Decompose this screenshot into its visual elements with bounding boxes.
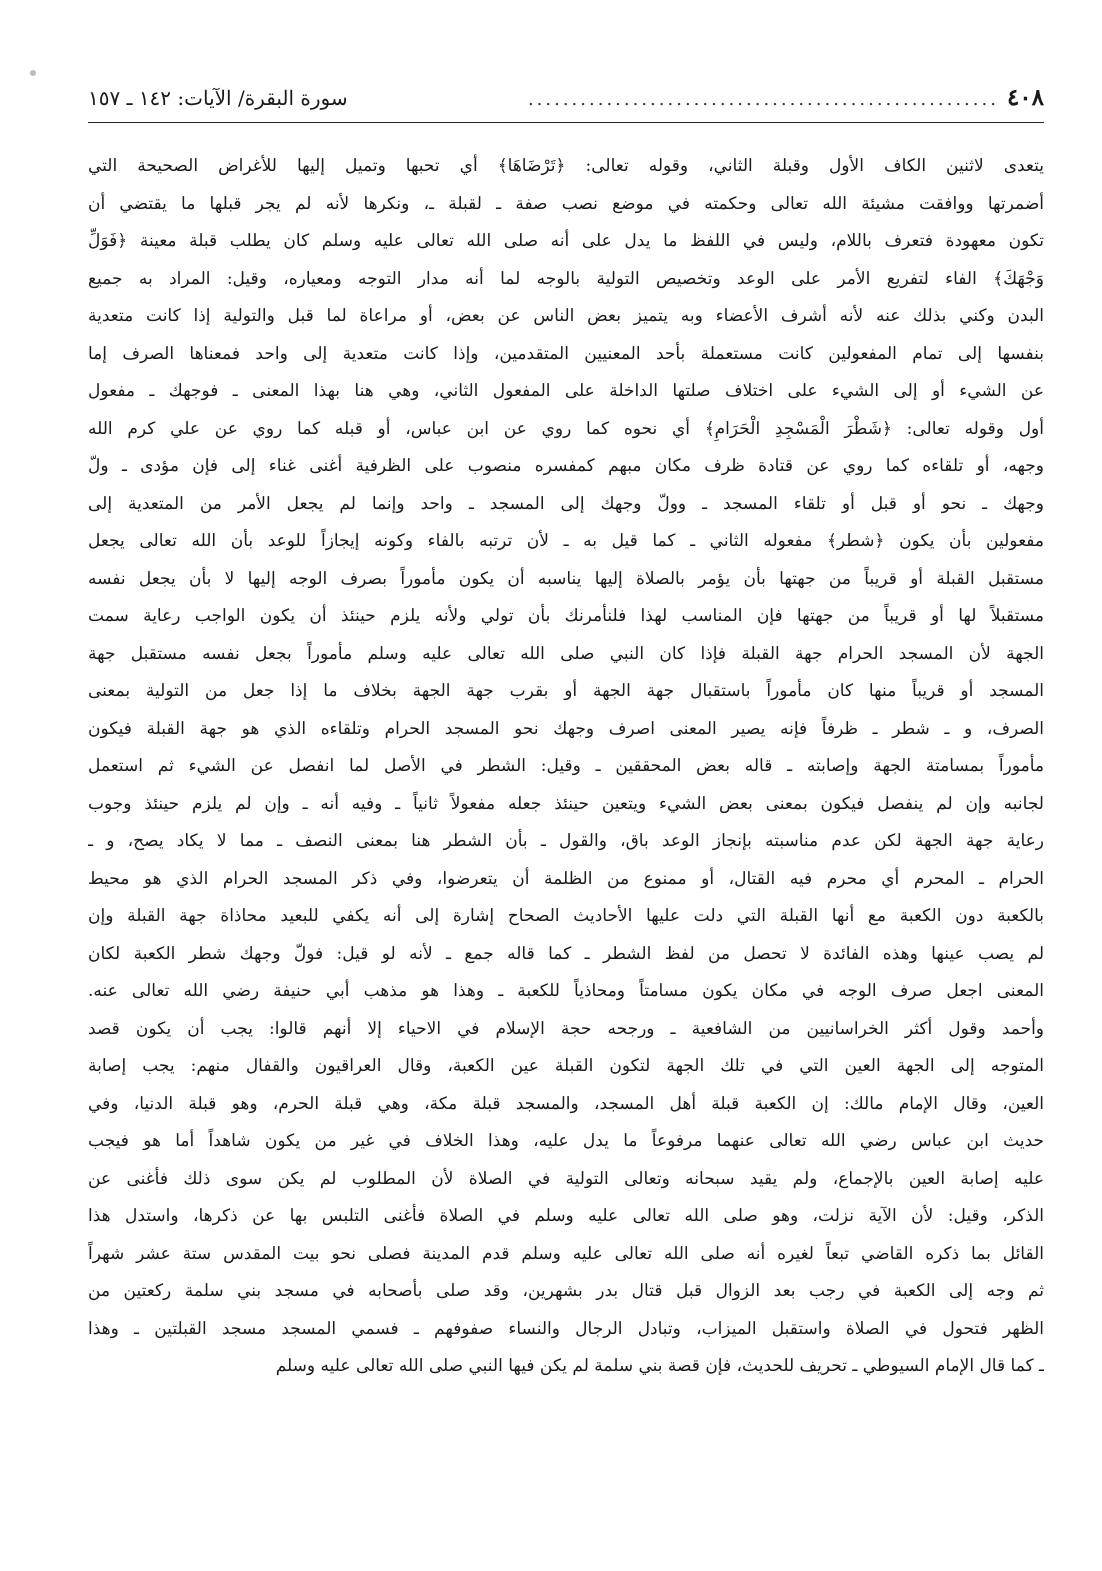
- text-line: ـ كما قال الإمام السيوطي ـ تحريف للحديث، فإن قصة بني سلمة لم يكن فيها النبي صلى الله تعالى عليه وسلم: [275, 1356, 1044, 1376]
- commentary-body: [88, 148, 1044, 1386]
- page-header: [88, 84, 1044, 118]
- text-line: مفعولين بأن يكون ﴿شطر﴾ مفعوله الثاني ـ كما قيل به ـ لأن ترتبه بالفاء وكونه إيجازاً للوعد بأن الله تعالى يجعل: [88, 531, 1044, 551]
- text-line: العين، وقال الإمام مالك: إن الكعبة قبلة أهل المسجد، والمسجد قبلة مكة، وهي قبلة الحرم، وهو قبلة الدنيا، وفي: [88, 1093, 1044, 1114]
- page-number: ٤٠٨: [1006, 84, 1044, 111]
- text-line: عليه إصابة العين بالإجماع، ولم يقيد سبحانه وتعالى التولية في الصلاة لأن المطلوب لم يكن سوى ذلك فأغنى عن: [88, 1168, 1044, 1189]
- text-line: تكون معهودة فتعرف باللام، وليس في اللفظ ما يدل على أنه صلى الله تعالى عليه وسلم كان يطلب قبلة معينة ﴿فَوَلِّ: [88, 231, 1044, 251]
- dot-leader: ......................................................: [527, 89, 999, 110]
- text-line: عن الشيء أو إلى الشيء على اختلاف صلتها الداخلة على المفعول الثاني، وهي هنا بهذا المعنى ـ فوجهك ـ مفعول: [88, 381, 1044, 401]
- text-line: الجهة لأن المسجد الحرام جهة القبلة فإذا كان النبي صلى الله تعالى عليه وسلم مأموراً بجعل نفسه مستقبل جهة: [88, 643, 1044, 664]
- scan-speck: [30, 70, 36, 76]
- text-line: الحرام ـ المحرم أي محرم فيه القتال، أو ممنوع من الظلمة أن يتعرضوا، وفي ذكر المسجد الحرام الذي هو محيط: [88, 868, 1044, 889]
- text-line: المعنى اجعل صرف الوجه في مكان يكون مسامتاً ومحاذياً للكعبة ـ وهذا هو مذهب أبي حنيفة رضي الله تعالى عنه.: [88, 981, 1044, 1001]
- text-line: لجانبه وإن لم ينفصل فيكون بمعنى بعض الشيء ويتعين حينئذ جعله مفعولاً ثانياً ـ وفيه أنه ـ وإن لم يلزم حينئذ وجوب: [88, 793, 1044, 814]
- text-line: القائل بما ذكره القاضي تبعاً لغيره أنه صلى الله تعالى عليه وسلم قدم المدينة فصلى نحو بيت المقدس ستة عشر شهراً: [88, 1243, 1044, 1264]
- text-line: أضمرتها ووافقت مشيئة الله تعالى وحكمته في موضع نصب صفة ـ لقبلة ـ، ونكرها لأنه لم يجر قبلها ما يقتضي أن: [88, 193, 1044, 214]
- text-line: رعاية جهة الجهة لكن عدم مناسبته بإنجاز الوعد باق، والقول ـ بأن الشطر هنا بمعنى النصف ـ مما لا يكاد يصح، و ـ: [88, 831, 1044, 851]
- text-line: بنفسها إلى تمام المفعولين كانت مستعملة بأحد المعنيين المتقدمين، وإذا كانت متعدية إلى واحد فمعناها الصرف إما: [88, 343, 1044, 364]
- text-line: يتعدى لاثنين الكاف الأول وقبلة الثاني، وقوله تعالى: ﴿تَرْضَاهَا﴾ أي تحبها وتميل إليها للأغراض الصحيحة التي: [88, 156, 1044, 176]
- text-line: الصرف، و ـ شطر ـ ظرفاً فإنه يصير المعنى اصرف وجهك نحو المسجد الحرام وتلقاءه الذي هو جهة القبلة فيكون: [88, 718, 1044, 739]
- text-line: البدن وكني بذلك عنه لأنه أشرف الأعضاء وبه يتميز بعض الناس عن بعض، أو مراعاة لما قبل والتولية إذا كانت متعدية: [88, 306, 1044, 326]
- text-line: مأموراً بمسامتة الجهة وإصابته ـ قاله بعض المحققين ـ وقيل: الشطر في الأصل لما انفصل عن الشيء ثم استعمل: [88, 756, 1044, 776]
- text-line: الذكر، وقيل: لأن الآية نزلت، وهو صلى الله تعالى عليه وسلم في الصلاة فأغنى التلبس بها عن ذكرها، واستدل هذا: [88, 1206, 1044, 1226]
- text-line: مستقبلاً لها أو قريباً من جهتها فإن المناسب لهذا فلنأمرنك بأن تولي ولأنه يلزم حينئذ أن يكون الواجب رعاية سمت: [88, 606, 1044, 626]
- text-line: ثم وجه إلى الكعبة في رجب بعد الزوال قبل قتال بدر بشهرين، وقد صلى بأصحابه في مسجد بني سلمة ركعتين من: [88, 1281, 1044, 1301]
- text-line: المسجد أو قريباً منها كان مأموراً باستقبال جهة الجهة أو بقرب جهة الجهة بخلاف ما إذا جعل من التولية بمعنى: [88, 681, 1044, 701]
- text-line: لم يصب عينها وهذه الفائدة لا تحصل من لفظ الشطر ـ كما قاله جمع ـ لأنه لو قيل: فولّ وجهك شطر الكعبة لكان: [88, 943, 1044, 964]
- text-line: الظهر فتحول في الصلاة واستقبل الميزاب، وتبادل الرجال والنساء صفوفهم ـ فسمي المسجد مسجد القبلتين ـ وهذا: [88, 1318, 1044, 1339]
- text-line: وأحمد وقول أكثر الخراسانيين من الشافعية ـ ورجحه حجة الإسلام في الاحياء إلا أنهم قالوا: يجب أن يكون قصد: [88, 1018, 1044, 1039]
- text-line: المتوجه إلى الجهة العين التي في تلك الجهة لتكون القبلة عين الكعبة، وقال العراقيون والقفال منهم: يجب إصابة: [88, 1056, 1044, 1076]
- text-line: بالكعبة دون الكعبة مع أنها القبلة التي دلت عليها الأحاديث الصحاح إشارة إلى أنه يكفي للبعيد محاذاة جهة القبلة وإن: [88, 906, 1044, 926]
- text-line: أول وقوله تعالى: ﴿شَطْرَ الْمَسْجِدِ الْحَرَامِ﴾ أي نحوه كما روي عن ابن عباس، أو قبله كما روي عن علي كرم الله: [88, 418, 1044, 439]
- text-line: وجهه، أو تلقاءه كما روي عن قتادة ظرف مكان مبهم كمفسره منصوب على الظرفية أغنى غناء إلى فإن مؤدى ـ ولّ: [88, 456, 1044, 476]
- text-line: وَجْهَكَ﴾ الفاء لتفريع الأمر على الوعد وتخصيص التولية بالوجه لما أنه مدار التوجه ومعياره، وقيل: المراد به جميع: [88, 268, 1044, 289]
- text-line: حديث ابن عباس رضي الله تعالى عنهما مرفوعاً ما يدل عليه، وهذا الخلاف في غير من يكون شاهداً أما هو فيجب: [88, 1131, 1044, 1151]
- header-rule: [88, 122, 1044, 123]
- running-title: سورة البقرة/ الآيات: ١٤٢ ـ ١٥٧: [88, 86, 348, 110]
- text-line: وجهك ـ نحو أو قبل أو تلقاء المسجد ـ وولّ وجهك إلى المسجد ـ واحد وإنما لم يجعل الأمر من المتعدية إلى: [88, 493, 1044, 514]
- text-line: مستقبل القبلة أو قريباً من جهتها بأن يؤمر بالصلاة إليها يناسبه أن يكون مأموراً بصرف الوجه إليها لا بأن يجعل نفسه: [88, 568, 1044, 589]
